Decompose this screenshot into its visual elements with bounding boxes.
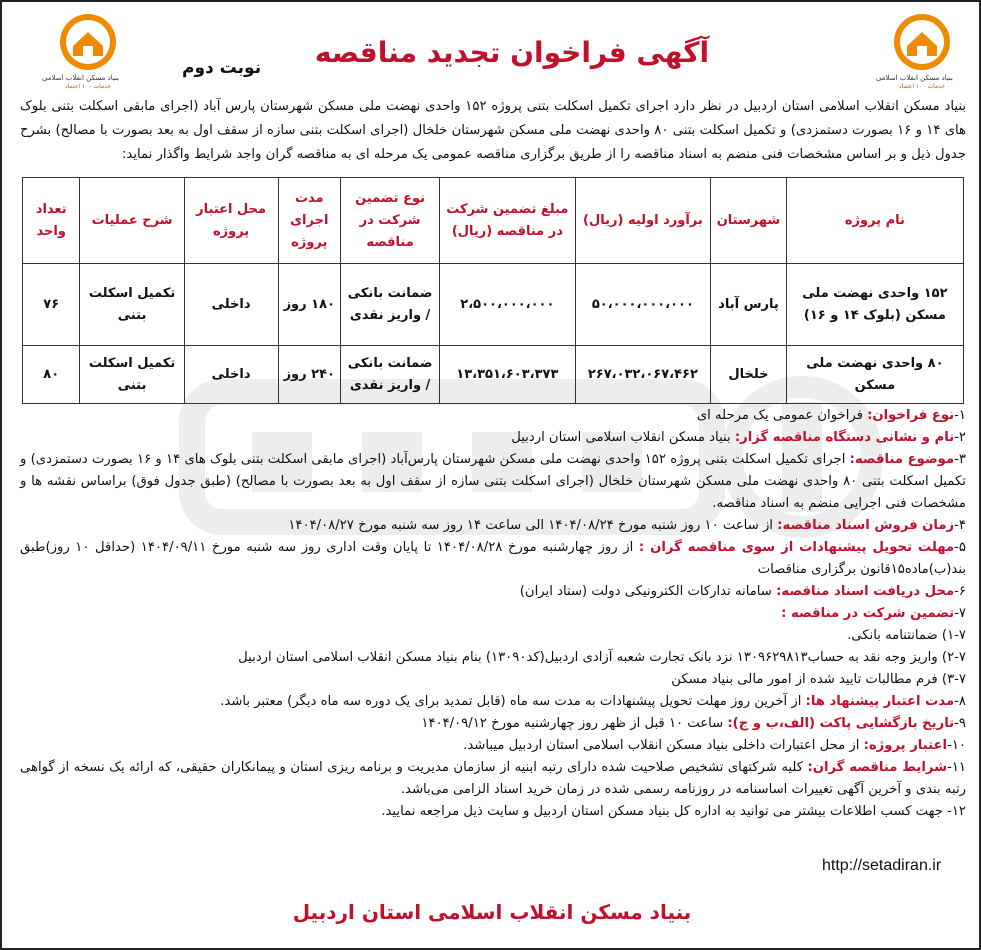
list-item xyxy=(20,537,966,581)
housing-foundation-icon xyxy=(891,12,953,72)
cell-duration: ۱۸۰ روز xyxy=(278,264,341,346)
list-item xyxy=(20,757,966,801)
table-row xyxy=(23,346,964,404)
col-units: تعداد واحد xyxy=(23,178,80,264)
item-text: ساعت ۱۰ قبل از ظهر روز چهارشنبه مورخ ۱۴۰۴/۰۹/۱۲ xyxy=(421,716,728,731)
cell-operation: تکمیل اسکلت بتنی xyxy=(80,346,184,404)
col-project-name: نام پروژه xyxy=(786,178,963,264)
item-text: از محل اعتبارات داخلی بنیاد مسکن انقلاب اسلامی استان اردبیل میباشد. xyxy=(463,738,864,753)
item-number: ۱۲- xyxy=(947,804,966,819)
item-text: از ساعت ۱۰ روز شنبه مورخ ۱۴۰۴/۰۸/۲۴ الی ساعت ۱۴ روز سه شنبه مورخ ۱۴۰۴/۰۸/۲۷ xyxy=(288,518,778,533)
item-number: ۵- xyxy=(954,540,966,555)
item-number: ۱-۷) xyxy=(941,628,966,643)
list-item xyxy=(20,405,966,427)
list-item xyxy=(20,581,966,603)
foundation-logo-left xyxy=(41,12,119,90)
cell-units: ۷۶ xyxy=(23,264,80,346)
col-funding: محل اعتبار پروژه xyxy=(184,178,278,264)
item-key: تاریخ بازگشایی پاکت (الف،ب و ج): xyxy=(727,716,955,731)
item-number: ۱- xyxy=(954,408,966,423)
item-number: ۲-۷) xyxy=(941,650,966,665)
cell-estimate: ۵۰،۰۰۰،۰۰۰،۰۰۰ xyxy=(575,264,711,346)
item-text: بنیاد مسکن انقلاب اسلامی استان اردبیل xyxy=(511,430,735,445)
item-text: کلیه شرکتهای تشخیص صلاحیت شده دارای رتبه ابنیه از سازمان مدیریت و برنامه ریزی استان و پیمانکاران حقیقی، که ارائه یک نسخه از گواهی رتبه بندی و آخرین آگهی تغییرات اساسنامه در روزنامه رسمی شده در زمان خرید اسناد الزامی می‌باشد. xyxy=(20,760,966,797)
list-item xyxy=(20,735,966,757)
list-item xyxy=(20,691,966,713)
col-guarantee-type: نوع تضمین شرکت در مناقصه xyxy=(341,178,440,264)
cell-project: ۸۰ واحدی نهضت ملی مسکن xyxy=(786,346,963,404)
col-estimate: برآورد اولیه (ریال) xyxy=(575,178,711,264)
list-item xyxy=(20,625,966,647)
item-number: ۶- xyxy=(954,584,966,599)
table-row xyxy=(23,264,964,346)
housing-foundation-icon xyxy=(57,12,119,72)
cell-operation: تکمیل اسکلت بتنی xyxy=(80,264,184,346)
logo-caption: بنیاد مسکن انقلاب اسلامی xyxy=(875,74,953,82)
footer-organization: بنیاد مسکن انقلاب اسلامی استان اردبیل xyxy=(292,900,692,924)
page-title: آگهی فراخوان تجدید مناقصه xyxy=(314,36,710,69)
list-item xyxy=(20,713,966,735)
intro-paragraph: بنیاد مسکن انقلاب اسلامی استان اردبیل در نظر دارد اجرای تکمیل اسکلت بتنی پروژه ۱۵۲ واحدی نهضت ملی مسکن شهرستان پارس آباد (اجرای مابقی اسکلت بتنی بلوک های ۱۴ و ۱۶ بصورت دستمزدی) و تکمیل اسکلت بتنی ۸۰ واحدی نهضت ملی مسکن شهرستان خلخال (اجرای اسکلت بتنی سازه از سقف اول به بعد بصورت با مصالح) بشرح جدول ذیل و بر اساس مشخصات فنی منضم به اسناد مناقصه را از طریق برگزاری مناقصه عمومی یک مرحله ای به مناقصه گران واجد شرایط واگذار نماید: xyxy=(20,99,966,162)
item-number: ۳-۷) xyxy=(941,672,966,687)
cell-guarantee-amount: ۲،۵۰۰،۰۰۰،۰۰۰ xyxy=(440,264,576,346)
cell-funding: داخلی xyxy=(184,264,278,346)
item-text: اجرای تکمیل اسکلت بتنی پروژه ۱۵۲ واحدی نهضت ملی مسکن شهرستان پارس‌آباد (اجرای مابقی اسکلت بتنی بلوک های ۱۴ و ۱۶ بصورت دستمزدی) و تکمیل اسکلت بتنی ۸۰ واحدی نهضت ملی مسکن شهرستان خلخال (اجرای اسکلت بتنی سازه از سقف اول به بعد بصورت با مصالح) (طبق جدول فوق) براساس نقشه ها و مشخصات فنی اجرایی منضم به اسناد مناقصه. xyxy=(20,452,966,511)
item-key: شرایط مناقصه گران: xyxy=(807,760,948,775)
item-text: از آخرین روز مهلت تحویل پیشنهادات به مدت سه ماه (قابل تمدید برای یک دوره سه ماه دیگر) معتبر باشد. xyxy=(220,694,806,709)
item-key: مدت اعتبار پیشنهاد ها: xyxy=(805,694,955,709)
item-number: ۱۰- xyxy=(947,738,966,753)
setad-website-link[interactable]: http://setadiran.ir xyxy=(822,857,942,874)
projects-table xyxy=(22,177,964,404)
logo-subcaption: خدمات ۱۰۰ اعتماد xyxy=(64,83,112,90)
cell-project: ۱۵۲ واحدی نهضت ملی مسکن (بلوک ۱۴ و ۱۶) xyxy=(786,264,963,346)
item-key: موضوع مناقصه: xyxy=(849,452,955,467)
item-text: جهت کسب اطلاعات بیشتر می توانید به اداره کل بنیاد مسکن استان اردبیل و سایت ذیل مراجعه نمایید. xyxy=(381,804,948,819)
item-number: ۷- xyxy=(954,606,966,621)
logo-caption: بنیاد مسکن انقلاب اسلامی xyxy=(41,74,119,82)
table-header-row xyxy=(23,178,964,264)
item-key: زمان فروش اسناد مناقصه: xyxy=(777,518,955,533)
list-item xyxy=(20,647,966,669)
col-guarantee-amount: مبلغ تضمین شرکت در مناقصه (ریال) xyxy=(440,178,576,264)
item-text: واریز وجه نقد به حساب۱۳۰۹۶۲۹۸۱۳ نزد بانک تجارت شعبه آزادی اردبیل(کد۱۳۰۹۰) بنام بنیاد مسکن انقلاب اسلامی استان اردبیل xyxy=(238,650,942,665)
list-item xyxy=(20,449,966,515)
item-number: ۳- xyxy=(954,452,966,467)
list-item xyxy=(20,801,966,823)
item-number: ۱۱- xyxy=(947,760,966,775)
item-text: فرم مطالبات تایید شده از امور مالی بنیاد مسکن xyxy=(671,672,942,687)
round-label: نوبت دوم xyxy=(182,58,262,78)
item-text: از روز چهارشنبه مورخ ۱۴۰۴/۰۸/۲۸ تا پایان وقت اداری روز سه شنبه مورخ ۱۴۰۴/۰۹/۱۱ (حداقل ۱۰ روز)طبق بند(ب)ماده۱۵قانون برگزاری مناقصات xyxy=(20,540,966,577)
cell-estimate: ۲۶۷،۰۳۲،۰۶۷،۴۶۲ xyxy=(575,346,711,404)
list-item xyxy=(20,669,966,691)
item-number: ۹- xyxy=(954,716,966,731)
item-text: ضمانتنامه بانکی. xyxy=(847,628,942,643)
list-item xyxy=(20,515,966,537)
list-item xyxy=(20,603,966,625)
item-number: ۴- xyxy=(954,518,966,533)
conditions-list xyxy=(20,405,966,823)
cell-duration: ۲۴۰ روز xyxy=(278,346,341,404)
cell-city: خلخال xyxy=(711,346,787,404)
cell-guarantee-amount: ۱۳،۳۵۱،۶۰۳،۳۷۳ xyxy=(440,346,576,404)
item-key: نام و نشانی دستگاه مناقصه گزار: xyxy=(734,430,955,445)
item-key: محل دریافت اسناد مناقصه: xyxy=(776,584,955,599)
item-key: نوع فراخوان: xyxy=(867,408,955,423)
list-item xyxy=(20,427,966,449)
item-key: تضمین شرکت در مناقصه : xyxy=(781,606,955,621)
cell-funding: داخلی xyxy=(184,346,278,404)
item-number: ۲- xyxy=(954,430,966,445)
item-text: فراخوان عمومی یک مرحله ای xyxy=(696,408,868,423)
cell-city: پارس آباد xyxy=(711,264,787,346)
item-key: اعتبار پروژه: xyxy=(863,738,948,753)
item-text: سامانه تدارکات الکترونیکی دولت (ستاد ایران) xyxy=(519,584,777,599)
cell-units: ۸۰ xyxy=(23,346,80,404)
item-number: ۸- xyxy=(954,694,966,709)
item-key: مهلت تحویل پیشنهادات از سوی مناقصه گران : xyxy=(638,540,955,555)
col-duration: مدت اجرای پروژه xyxy=(278,178,341,264)
col-city: شهرستان xyxy=(711,178,787,264)
cell-guarantee-type: ضمانت بانکی / واریز نقدی xyxy=(341,264,440,346)
logo-subcaption: خدمات ۱۰۰ اعتماد xyxy=(898,83,946,90)
foundation-logo-right xyxy=(875,12,953,90)
col-operation: شرح عملیات xyxy=(80,178,184,264)
cell-guarantee-type: ضمانت بانکی / واریز نقدی xyxy=(341,346,440,404)
